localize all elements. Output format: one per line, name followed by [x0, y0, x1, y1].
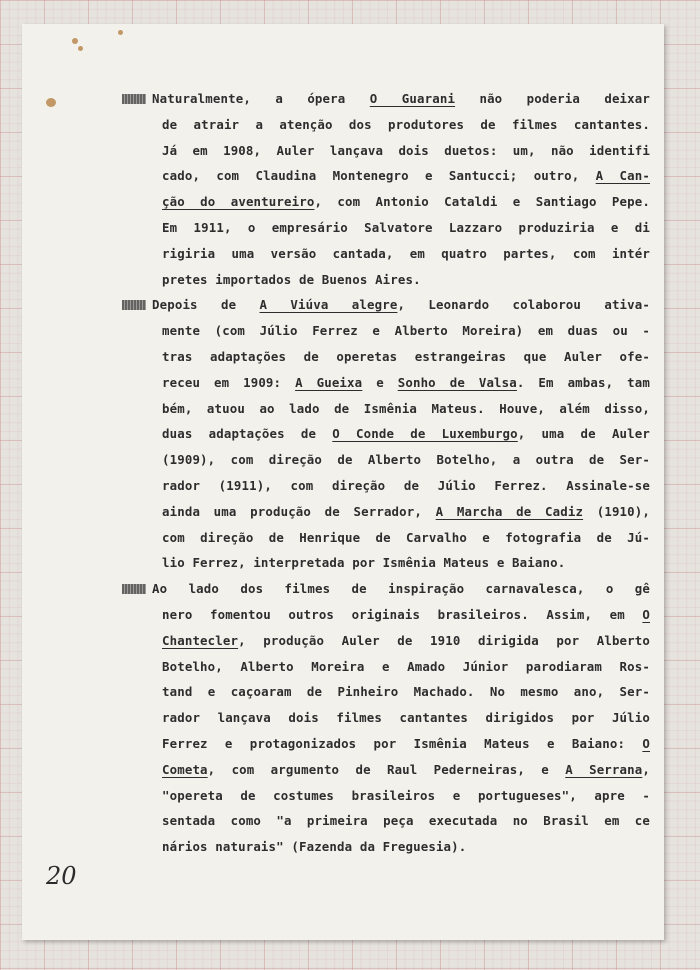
text-line	[162, 654, 650, 680]
text-run: , com Antonio Cataldi e Santiago Pepe.	[314, 194, 650, 210]
text-run: Ao lado dos filmes de inspiração carnavalesca, o gê	[152, 581, 650, 597]
text-line	[162, 834, 650, 860]
text-run: tras adaptações de operetas estrangeiras que Auler ofe-	[162, 348, 650, 364]
underlined-title: Cometa	[162, 761, 208, 777]
text-run: pretes importados de Buenos Aires.	[162, 271, 421, 287]
text-run: e	[362, 374, 398, 390]
body-text	[152, 86, 651, 860]
text-line	[162, 705, 650, 731]
paragraph-mark-icon	[122, 300, 146, 310]
text-line	[162, 731, 650, 757]
text-line	[162, 241, 650, 267]
paragraph-mark-icon	[122, 584, 146, 594]
text-run: rador lançava dois filmes cantantes dirigidos por Júlio	[162, 710, 650, 726]
underlined-title: A Serrana	[565, 761, 643, 777]
text-line	[162, 473, 650, 499]
text-run: (1909), com direção de Alberto Botelho, a outra de Ser-	[162, 452, 650, 468]
text-line	[162, 808, 650, 834]
text-run: Em 1911, o empresário Salvatore Lazzaro produziria e di	[162, 219, 650, 235]
text-run: , uma de Auler	[517, 426, 651, 442]
text-line	[162, 421, 650, 447]
underlined-title: O	[642, 606, 650, 622]
text-run: não poderia deixar	[455, 91, 650, 106]
text-run: mente (com Júlio Ferrez e Alberto Moreira) em duas ou -	[162, 323, 650, 339]
text-run: , produção Auler de 1910 dirigida por Alberto	[238, 632, 650, 648]
text-line	[162, 499, 650, 525]
text-run: duas adaptações de	[162, 426, 333, 442]
text-run: tand e caçoaram de Pinheiro Machado. No mesmo ano, Ser-	[162, 684, 650, 700]
page-number: 20	[46, 862, 77, 890]
text-line	[162, 679, 650, 705]
text-line	[162, 163, 650, 189]
underlined-title: A Viúva alegre	[259, 297, 398, 313]
text-line	[162, 112, 650, 138]
text-line	[122, 86, 650, 112]
paragraph-mark-icon	[122, 94, 146, 104]
text-run: rador (1911), com direção de Júlio Ferrez. Assinale-se	[162, 477, 650, 493]
text-run: (1910),	[583, 503, 650, 519]
text-line	[122, 292, 650, 318]
text-line	[162, 757, 650, 783]
text-run: Naturalmente, a ópera	[152, 91, 370, 106]
text-run: lio Ferrez, interpretada por Ismênia Mateus e Baiano.	[162, 555, 566, 571]
text-line	[162, 447, 650, 473]
underlined-title: A Can-	[595, 168, 650, 184]
text-line	[162, 138, 650, 164]
text-run: nários naturais" (Fazenda da Freguesia).	[162, 839, 467, 855]
underlined-title: O	[642, 735, 650, 751]
text-line	[162, 525, 650, 551]
text-run: sentada como "a primeira peça executada no Brasil em ce	[162, 813, 650, 829]
text-line	[162, 318, 650, 344]
text-line	[162, 783, 650, 809]
text-line	[162, 215, 650, 241]
underlined-title: A Gueixa	[295, 374, 363, 390]
text-run: ,	[642, 761, 650, 777]
text-run: bém, atuou ao lado de Ismênia Mateus. Houve, além disso,	[162, 400, 650, 416]
text-line	[162, 189, 650, 215]
text-run: com direção de Henrique de Carvalho e fotografia de Jú-	[162, 529, 650, 545]
underlined-title: A Marcha de Cadiz	[435, 503, 584, 519]
text-run: , com argumento de Raul Pederneiras, e	[207, 761, 566, 777]
text-line	[162, 267, 650, 293]
text-run: "opereta de costumes brasileiros e portugueses", apre -	[162, 787, 650, 803]
text-run: Botelho, Alberto Moreira e Amado Júnior parodiaram Ros-	[162, 658, 650, 674]
text-line	[162, 370, 650, 396]
text-line	[162, 602, 650, 628]
underlined-title: Chantecler	[162, 632, 239, 648]
text-line	[162, 628, 650, 654]
text-line	[162, 396, 650, 422]
underlined-title: Sonho de Valsa	[397, 374, 517, 390]
rust-stain	[118, 30, 123, 35]
rust-stain	[78, 46, 83, 51]
text-line	[162, 550, 650, 576]
text-line	[162, 344, 650, 370]
text-run: . Em ambas, tam	[516, 374, 650, 390]
text-run: de atrair a atenção dos produtores de filmes cantantes.	[162, 116, 650, 132]
text-run: receu em 1909:	[162, 374, 296, 390]
text-run: Já em 1908, Auler lançava dois duetos: um, não identifi	[162, 142, 650, 158]
text-run: nero fomentou outros originais brasileiros. Assim, em	[162, 606, 643, 622]
underlined-title: O Guarani	[369, 91, 456, 106]
text-line	[122, 576, 650, 602]
text-run: Depois de	[152, 297, 260, 313]
rust-stain	[46, 98, 56, 107]
underlined-title: ção do aventureiro	[162, 194, 315, 210]
text-run: , Leonardo colaborou ativa-	[397, 297, 650, 313]
text-run: rigiria uma versão cantada, em quatro partes, com intér	[162, 245, 650, 261]
rust-stain	[72, 38, 78, 44]
underlined-title: O Conde de Luxemburgo	[332, 426, 518, 442]
text-run: Ferrez e protagonizados por Ismênia Mateus e Baiano:	[162, 735, 643, 751]
text-run: cado, com Claudina Montenegro e Santucci; outro,	[162, 168, 596, 184]
text-run: ainda uma produção de Serrador,	[162, 503, 436, 519]
